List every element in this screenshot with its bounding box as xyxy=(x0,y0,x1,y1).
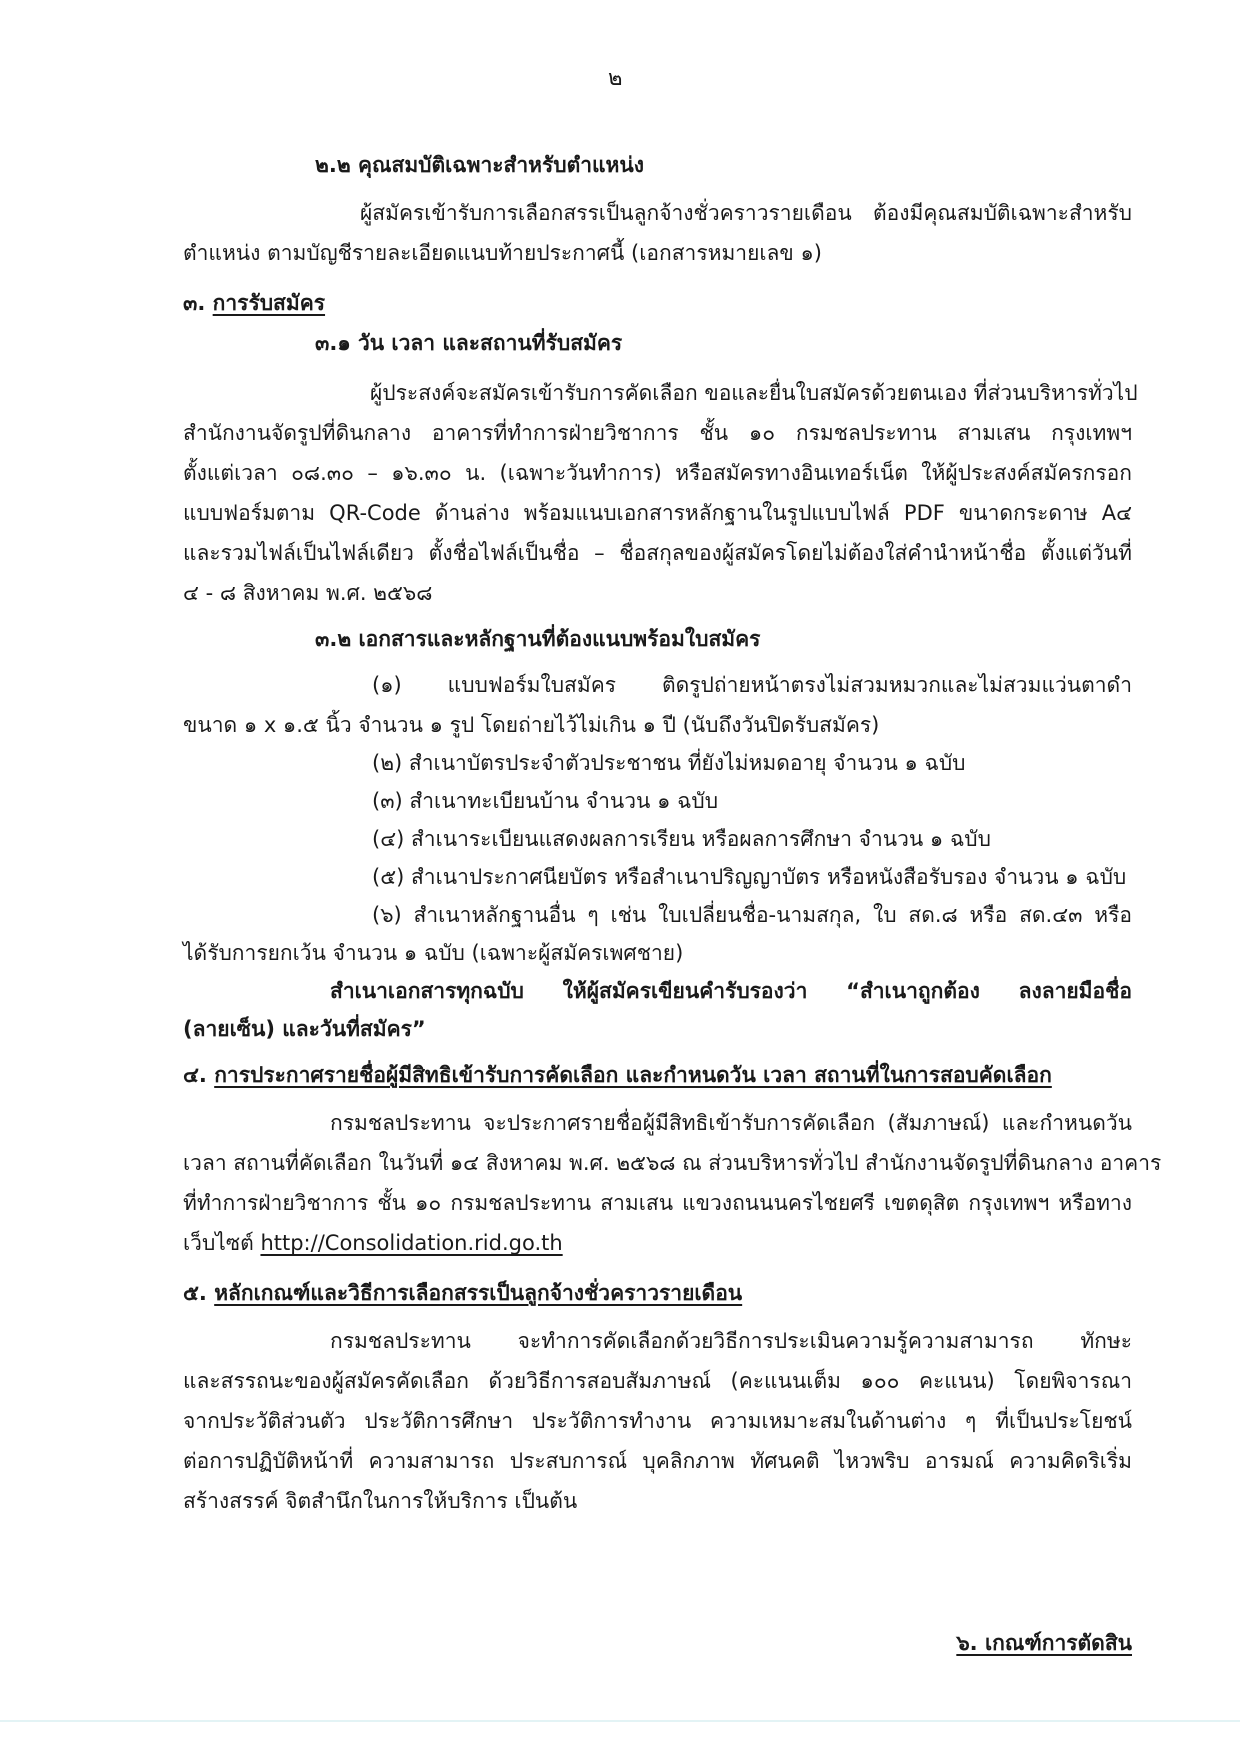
section-3-title: การรับสมัคร xyxy=(212,291,326,315)
scan-edge-line xyxy=(0,1720,1240,1722)
section-5-heading xyxy=(183,1278,742,1308)
section-3-1-line-5: และรวมไฟล์เป็นไฟล์เดียว ตั้งชื่อไฟล์เป็นชื่อ – ชื่อสกุลของผู้สมัครโดยไม่ต้องใส่คำนำหน้าชื่อ ตั้งแต่วันที่ xyxy=(183,541,1132,565)
page-number: ๒ xyxy=(608,66,623,91)
section-3-2-item-1-line-1: (๑) แบบฟอร์มใบสมัคร ติดรูปถ่ายหน้าตรงไม่สวมหมวกและไม่สวมแว่นตาดำ xyxy=(372,673,1132,697)
section-3-2-item-2: (๒) สำเนาบัตรประจำตัวประชาชน ที่ยังไม่หมดอายุ จำนวน ๑ ฉบับ xyxy=(372,751,966,775)
section-3-1-line-2: สำนักงานจัดรูปที่ดินกลาง อาคารที่ทำการฝ่ายวิชาการ ชั้น ๑๐ กรมชลประทาน สามเสน กรุงเทพฯ xyxy=(183,421,1132,445)
section-4-heading xyxy=(183,1060,1052,1090)
section-3-number: ๓. xyxy=(183,291,206,315)
section-4-website-line xyxy=(183,1228,563,1258)
next-section-heading: ๖. เกณฑ์การตัดสิน xyxy=(956,1631,1132,1655)
section-5-title: หลักเกณฑ์และวิธีการเลือกสรรเป็นลูกจ้างชั่วคราวรายเดือน xyxy=(214,1281,743,1305)
section-4-line-3: ที่ทำการฝ่ายวิชาการ ชั้น ๑๐ กรมชลประทาน สามเสน แขวงถนนนครไชยศรี เขตดุสิต กรุงเทพฯ หรือทาง xyxy=(183,1191,1132,1215)
section-5-line-2: และสรรถนะของผู้สมัครคัดเลือก ด้วยวิธีการสอบสัมภาษณ์ (คะแนนเต็ม ๑๐๐ คะแนน) โดยพิจารณา xyxy=(183,1369,1132,1393)
section-2-2-line-1: ผู้สมัครเข้ารับการเลือกสรรเป็นลูกจ้างชั่วคราวรายเดือน ต้องมีคุณสมบัติเฉพาะสำหรับ xyxy=(360,201,1132,225)
section-3-1-line-1: ผู้ประสงค์จะสมัครเข้ารับการคัดเลือก ขอและยื่นใบสมัครด้วยตนเอง ที่ส่วนบริหารทั่วไป xyxy=(370,381,1138,405)
section-3-2-item-1-line-2: ขนาด ๑ x ๑.๕ นิ้ว จำนวน ๑ รูป โดยถ่ายไว้ไม่เกิน ๑ ปี (นับถึงวันปิดรับสมัคร) xyxy=(183,713,880,737)
section-4-line-2: เวลา สถานที่คัดเลือก ในวันที่ ๑๔ สิงหาคม พ.ศ. ๒๕๖๘ ณ ส่วนบริหารทั่วไป สำนักงานจัดรูปที่ดินกลาง อาคาร xyxy=(183,1151,1162,1175)
website-label: เว็บไซต์ xyxy=(183,1231,254,1255)
section-5-line-5: สร้างสรรค์ จิตสำนึกในการให้บริการ เป็นต้น xyxy=(183,1489,578,1513)
section-4-title: การประกาศรายชื่อผู้มีสิทธิเข้ารับการคัดเลือก และกำหนดวัน เวลา สถานที่ในการสอบคัดเลือก xyxy=(214,1063,1052,1087)
section-3-1-line-4: แบบฟอร์มตาม QR-Code ด้านล่าง พร้อมแนบเอกสารหลักฐานในรูปแบบไฟล์ PDF ขนาดกระดาษ A๔ xyxy=(183,501,1132,525)
certify-note-line-2: (ลายเซ็น) และวันที่สมัคร” xyxy=(183,1017,426,1041)
section-3-2-item-6-line-1: (๖) สำเนาหลักฐานอื่น ๆ เช่น ใบเปลี่ยนชื่อ-นามสกุล, ใบ สด.๘ หรือ สด.๔๓ หรือ xyxy=(372,903,1132,927)
section-3-2-item-6-line-2: ได้รับการยกเว้น จำนวน ๑ ฉบับ (เฉพาะผู้สมัครเพศชาย) xyxy=(183,941,684,965)
section-3-heading xyxy=(183,288,325,318)
section-5-line-4: ต่อการปฏิบัติหน้าที่ ความสามารถ ประสบการณ์ บุคลิกภาพ ทัศนคติ ไหวพริบ อารมณ์ ความคิดริเริ่ม xyxy=(183,1449,1132,1473)
section-5-line-3: จากประวัติส่วนตัว ประวัติการศึกษา ประวัติการทำงาน ความเหมาะสมในด้านต่าง ๆ ที่เป็นประโยชน์ xyxy=(183,1409,1132,1433)
section-3-2-item-3: (๓) สำเนาทะเบียนบ้าน จำนวน ๑ ฉบับ xyxy=(372,789,719,813)
section-3-1-line-3: ตั้งแต่เวลา ๐๘.๓๐ – ๑๖.๓๐ น. (เฉพาะวันทำการ) หรือสมัครทางอินเทอร์เน็ต ให้ผู้ประสงค์สมัครกรอก xyxy=(183,461,1132,485)
section-3-2-heading: ๓.๒ เอกสารและหลักฐานที่ต้องแนบพร้อมใบสมัคร xyxy=(315,627,761,651)
section-2-2-heading: ๒.๒ คุณสมบัติเฉพาะสำหรับตำแหน่ง xyxy=(315,153,645,177)
section-2-2-line-2: ตำแหน่ง ตามบัญชีรายละเอียดแนบท้ายประกาศนี้ (เอกสารหมายเลข ๑) xyxy=(183,241,822,265)
section-3-1-heading: ๓.๑ วัน เวลา และสถานที่รับสมัคร xyxy=(315,331,623,355)
section-5-line-1: กรมชลประทาน จะทำการคัดเลือกด้วยวิธีการประเมินความรู้ความสามารถ ทักษะ xyxy=(330,1329,1132,1353)
section-5-number: ๕. xyxy=(183,1281,207,1305)
certify-note-line-1: สำเนาเอกสารทุกฉบับ ให้ผู้สมัครเขียนคำรับรองว่า “สำเนาถูกต้อง ลงลายมือชื่อ xyxy=(330,979,1132,1003)
section-3-2-item-4: (๔) สำเนาระเบียนแสดงผลการเรียน หรือผลการศึกษา จำนวน ๑ ฉบับ xyxy=(372,827,991,851)
section-4-line-1: กรมชลประทาน จะประกาศรายชื่อผู้มีสิทธิเข้ารับการคัดเลือก (สัมภาษณ์) และกำหนดวัน xyxy=(330,1111,1132,1135)
website-link[interactable]: http://Consolidation.rid.go.th xyxy=(260,1231,563,1255)
section-4-number: ๔. xyxy=(183,1063,207,1087)
section-3-2-item-5: (๕) สำเนาประกาศนียบัตร หรือสำเนาปริญญาบัตร หรือหนังสือรับรอง จำนวน ๑ ฉบับ xyxy=(372,865,1127,889)
section-3-1-line-6: ๔ - ๘ สิงหาคม พ.ศ. ๒๕๖๘ xyxy=(183,581,433,605)
